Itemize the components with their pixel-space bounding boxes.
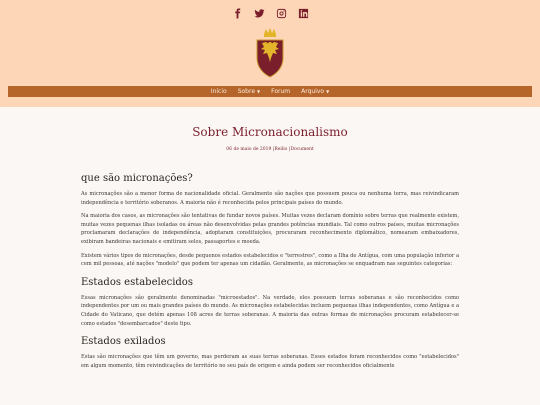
nav-item-label: Forum (271, 88, 291, 95)
paragraph: As micronações são a menor forma de nacionalidade oficial. Geralmente são nações que possuem pouca ou nenhuma terra, mas reivindicaram independência e território soberanos. A maioria não é reconhecida pelos principais países do mundo. (81, 191, 459, 206)
site-header (0, 0, 540, 107)
section-heading: Estados estabelecidos (81, 276, 193, 288)
article-body (81, 173, 459, 375)
nav-item-arquivo[interactable] (301, 88, 329, 95)
paragraph: Existem vários tipos de micronações, desde pequenos estados estabelecidos e "terrestres", como a Ilha de Antígua, com uma população inferior a cem mil pessoas, até nações "modelo" que podem ter apenas um cidadão. Geralmente, as micronações se enquadram nas seguintes categorias: (81, 252, 459, 268)
nav-item-inicio[interactable] (211, 88, 227, 95)
linkedin-icon[interactable] (298, 8, 309, 19)
nav-item-sobre[interactable] (238, 88, 260, 95)
nav-item-forum[interactable] (271, 88, 290, 95)
nav-item-label: Início (210, 88, 227, 95)
caret-down-icon: ▼ (257, 89, 261, 94)
coat-of-arms-logo[interactable] (254, 28, 286, 78)
main-content (0, 107, 540, 405)
paragraph: Na maioria dos casos, as micronações são tentativas de fundar novos países. Muitas vezes declaram domínio sobre terras que realmente existem, muitas vezes pequenas ilhas isoladas ou áreas não desenvolvidas pelas grandes potências mundiais. Tal como outros países, muitas micronações proclamaram declarações de independência, adoptaram constituições, procuraram reconhecimento diplomático, nomearam embaixadores, exibiram bandeiras nacionais e emitiram selos, passaportes e moeda. (81, 213, 459, 245)
post-meta: 06 de maio de 2019 |Reilio |Document (226, 147, 314, 152)
nav-item-label: Sobre (237, 88, 256, 95)
facebook-icon[interactable] (232, 8, 243, 19)
social-links (0, 8, 540, 19)
section-heading: que são micronações? (81, 173, 193, 184)
page-title: Sobre Micronacionalismo (192, 125, 348, 139)
section-heading: Estados exilados (81, 336, 166, 348)
paragraph: Essas micronações são geralmente denominadas "microestados". Na verdade, eles possuem terras soberanas e são reconhecidos como independentes por um ou mais grandes países do mundo. As micronações estabelecidas incluem pequenas ilhas independentes, como Antígua e a Cidade do Vaticano, que detém apenas 108 acres de terras soberanas. A maioria das outras formas de micronações procuram estabelecer-se como estados "desembarcados" deste tipo. (81, 294, 459, 327)
main-navbar (8, 86, 532, 97)
nav-item-label: Arquivo (301, 88, 325, 95)
instagram-icon[interactable] (276, 8, 287, 19)
twitter-icon[interactable] (254, 8, 265, 19)
caret-down-icon: ▼ (326, 89, 330, 94)
paragraph: Estas são micronações que têm um governo, mas perderam as suas terras soberanas. Esses estados foram reconhecidos como "estabelecidos" em algum momento, têm reivindicações de território no seu país de origem e ainda podem ser reconhecidos oficialmente (81, 354, 459, 369)
